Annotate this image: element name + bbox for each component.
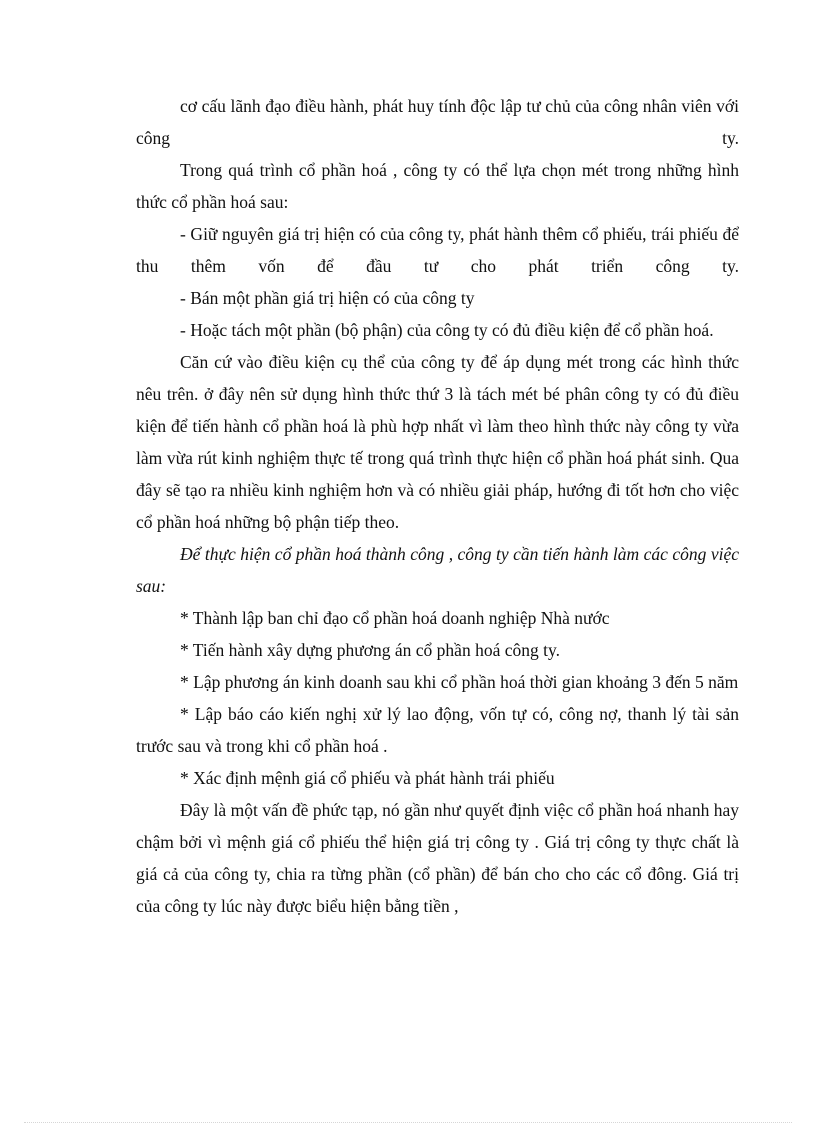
paragraph-7: Để thực hiện cổ phần hoá thành công , công ty cần tiến hành làm các công việc sau: (136, 544, 739, 596)
paragraph-2: Trong quá trình cổ phần hoá , công ty có thể lựa chọn mét trong những hình thức cổ phần hoá sau: (136, 160, 739, 212)
paragraph-13: Đây là một vấn đề phức tạp, nó gần như quyết định việc cổ phần hoá nhanh hay chậm bởi vì mệnh giá cổ phiếu thể hiện giá trị công ty . Giá trị công ty thực chất là giá cả của công ty, chia ra từng phần (cổ phần) để bán cho cho các cổ đông. Giá trị của công ty lúc này được biểu hiện bằng tiền , (136, 800, 739, 916)
paragraph-5: - Hoặc tách một phần (bộ phận) của công ty có đủ điều kiện để cổ phần hoá. (180, 320, 714, 340)
paragraph-8: * Thành lập ban chỉ đạo cổ phần hoá doanh nghiệp Nhà nước (180, 608, 610, 628)
paragraph-11: * Lập báo cáo kiến nghị xử lý lao động, vốn tự có, công nợ, thanh lý tài sản trước sau và trong khi cổ phần hoá . (136, 704, 739, 756)
paragraph-3: - Giữ nguyên giá trị hiện có của công ty, phát hành thêm cổ phiếu, trái phiếu để thu thêm vốn để đầu tư cho phát triển công ty. (136, 224, 739, 276)
document-body (136, 90, 739, 922)
paragraph-6: Căn cứ vào điều kiện cụ thể của công ty để áp dụng mét trong các hình thức nêu trên. ở đây nên sử dụng hình thức thứ 3 là tách mét bé phân công ty có đủ điều kiện để tiến hành cổ phần hoá là phù hợp nhất vì làm theo hình thức này công ty vừa làm vừa rút kinh nghiệm thực tế trong quá trình thực hiện cổ phần hoá phát sinh. Qua đây sẽ tạo ra nhiều kinh nghiệm hơn và có nhiều giải pháp, hướng đi tốt hơn cho việc cổ phần hoá những bộ phận tiếp theo. (136, 352, 739, 532)
paragraph-12: * Xác định mệnh giá cổ phiếu và phát hành trái phiếu (180, 768, 555, 788)
paragraph-1: cơ cấu lãnh đạo điều hành, phát huy tính độc lập tư chủ của công nhân viên với công ty. (136, 96, 739, 148)
paragraph-9: * Tiến hành xây dựng phương án cổ phần hoá công ty. (180, 640, 560, 660)
paragraph-4: - Bán một phần giá trị hiện có của công ty (180, 288, 475, 308)
paragraph-10: * Lập phương án kinh doanh sau khi cổ phần hoá thời gian khoảng 3 đến 5 năm (180, 672, 739, 692)
